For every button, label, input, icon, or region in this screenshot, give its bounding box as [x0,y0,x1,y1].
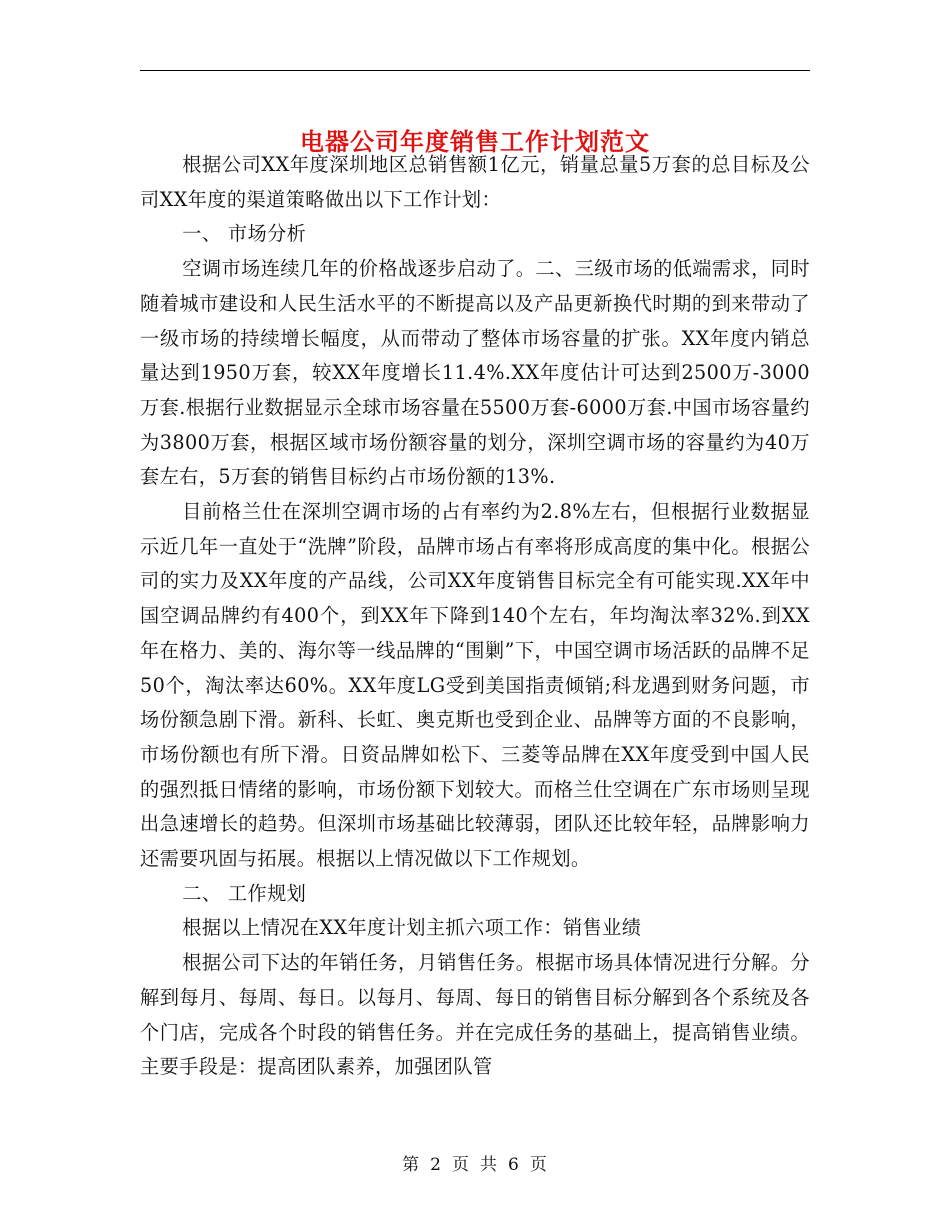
paragraph-intro: 根据公司XX年度深圳地区总销售额1亿元，销量总量5万套的总目标及公司XX年度的渠道策略做出以下工作计划： [140,153,810,211]
page-footer [140,1150,810,1180]
document-body [140,148,810,1085]
section-heading-market-analysis: 一、 市场分析 [182,222,307,246]
current-page-number: 2 [430,1155,442,1175]
footer-prefix: 第 [402,1155,421,1175]
section-heading-work-plan: 二、 工作规划 [182,881,307,905]
footer-suffix: 页 [529,1155,548,1175]
footer-total-word: 共 [480,1155,498,1175]
footer-page-word: 页 [452,1155,470,1175]
total-page-count: 6 [508,1155,520,1175]
paragraph-market-share: 目前格兰仕在深圳空调市场的占有率约为2.8%左右，但根据行业数据显示近几年一直处于“洗牌”阶段，品牌市场占有率将形成高度的集中化。根据公司的实力及XX年度的产品线，公司XX年度销售目标完全有可能实现.XX年中国空调品牌约有400个，到XX年下降到140个左右，年均淘汰率32%.到XX年在格力、美的、海尔等一线品牌的“围剿”下，中国空调市场活跃的品牌不足50个，淘汰率达60%。XX年度LG受到美国指责倾销;科龙遇到财务问题，市场份额急剧下滑。新科、长虹、奥克斯也受到企业、品牌等方面的不良影响，市场份额也有所下滑。日资品牌如松下、三菱等品牌在XX年度受到中国人民的强烈抵日情绪的影响，市场份额下划较大。而格兰仕空调在广东市场则呈现出急速增长的趋势。但深圳市场基础比较薄弱，团队还比较年轻，品牌影响力还需要巩固与拓展。根据以上情况做以下工作规划。 [140,500,810,871]
paragraph-market-size: 空调市场连续几年的价格战逐步启动了。二、三级市场的低端需求，同时随着城市建设和人民生活水平的不断提高以及产品更新换代时期的到来带动了一级市场的持续增长幅度，从而带动了整体市场容量的扩张。XX年度内销总量达到1950万套，较XX年度增长11.4%.XX年度估计可达到2500万-3000万套.根据行业数据显示全球市场容量在5500万套-6000万套.中国市场容量约为3800万套，根据区域市场份额容量的划分，深圳空调市场的容量约为40万套左右，5万套的销售目标约占市场份额的13%. [140,257,810,489]
paragraph-sales-targets: 根据公司下达的年销任务，月销售任务。根据市场具体情况进行分解。分解到每月、每周、每日。以每月、每周、每日的销售目标分解到各个系统及各个门店，完成各个时段的销售任务。并在完成任务的基础上，提高销售业绩。主要手段是：提高团队素养，加强团队管 [140,951,810,1079]
header-rule [140,70,810,71]
document-title: 电器公司年度销售工作计划范文 [300,127,650,157]
paragraph-six-tasks: 根据以上情况在XX年度计划主抓六项工作：销售业绩 [182,916,642,940]
